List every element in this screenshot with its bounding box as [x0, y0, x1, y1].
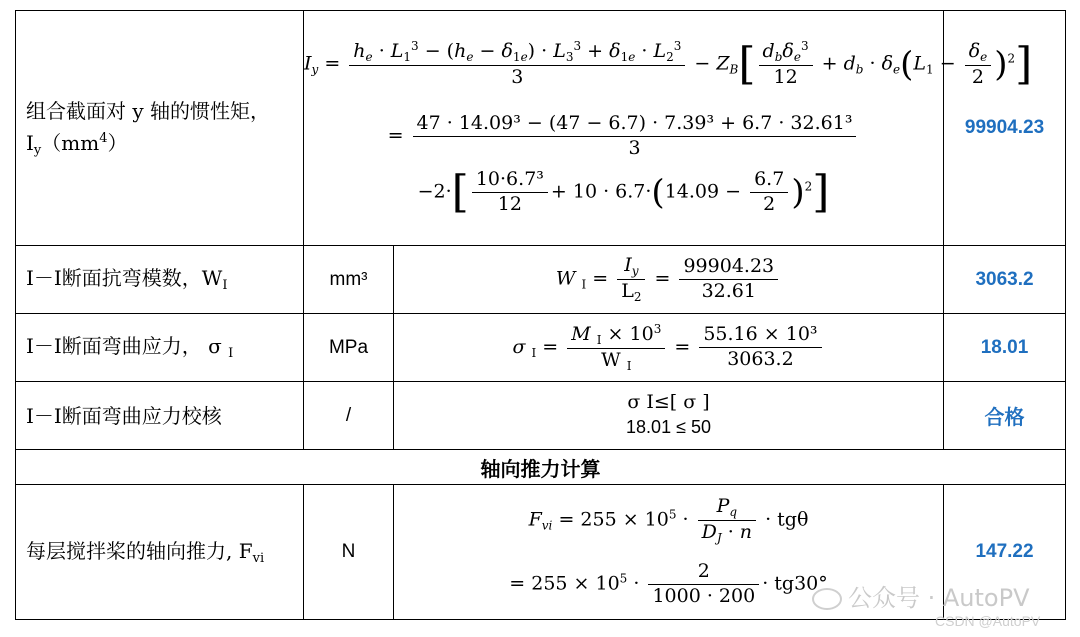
- fvi-numeric-tail: · tg30°: [762, 572, 828, 595]
- result-iy: 99904.23: [944, 11, 1066, 246]
- iy-symbolic: $I_y$ = $\frac{h_e \cdot L_1^3 - (h_e - \delta_{1e}) \cdot L_3^3 + \delta_{1e} \cdot L_2^3}{3}$ − $Z_B$[ $\frac{d_b\delta_e^3}{12}$ + $d_b \cdot \delta_e(L_1$ − $\frac{\delta_e}{2}$ )$^2$]: [304, 38, 1033, 90]
- iy-b-inner: 14.09 −: [664, 180, 742, 203]
- unit-sigma: MPa: [304, 314, 394, 382]
- label-subscript: y: [33, 142, 42, 158]
- row-label-check: Ⅰ－Ⅰ断面弯曲应力校核: [16, 382, 304, 450]
- sigma-numerator: 55.16 × 10³: [699, 323, 821, 348]
- check-line-1: σ Ⅰ≤[ σ ]: [627, 391, 710, 413]
- label-superscript: 4: [99, 130, 108, 146]
- iy-b-in-den: 2: [763, 193, 776, 216]
- label-unit-text: （mm: [41, 130, 100, 155]
- row-label-w: [16, 246, 304, 314]
- label-subscript: Ⅰ: [222, 278, 228, 294]
- calculation-table: [15, 10, 1066, 620]
- label-text: Ⅰ－Ⅰ断面抗弯模数，W: [26, 266, 223, 291]
- fvi-numeric: = $255 \times 10^5$ · $\frac{2}{1000 \cdot 200}$ · tg30°: [509, 560, 828, 607]
- w-numerator: 99904.23: [679, 255, 778, 280]
- iy-numerator: 47 · 14.09³ − (47 − 6.7) · 7.39³ + 6.7 · 32.61³: [413, 112, 857, 137]
- row-label-iy: [16, 11, 304, 246]
- iy-numeric: = $\frac{\text{47 · 14.09³ − (47 − 6.7) · 7.39³ + 6.7 · 32.61³}}{3}$: [304, 112, 943, 161]
- unit-w: mm³: [304, 246, 394, 314]
- iy-numeric-2: −2·[ $\frac{\text{10·6.7³}}{12}$ + 10 · 6.7·(14.09 − $\frac{6.7}{2}$ )$^2$]: [417, 166, 830, 218]
- watermark-csdn: CSDN @AutoPV: [935, 613, 1041, 629]
- fvi-symbolic: $F_{vi} = 255 \times 10^5$ · $\frac{P_q}{D_J \cdot n}$ · tgθ: [528, 495, 809, 546]
- unit-check: /: [304, 382, 394, 450]
- label-close: ）: [107, 130, 128, 155]
- iy-b-numerator: 10·6.7³: [472, 168, 548, 193]
- result-sigma: 18.01: [944, 314, 1066, 382]
- unit-fvi: N: [304, 485, 394, 620]
- watermark: [812, 578, 1030, 613]
- row-label-fvi: [16, 485, 304, 620]
- watermark-text: 公众号 · AutoPV: [848, 584, 1030, 612]
- label-subscript: vi: [252, 550, 265, 566]
- w-denominator: 32.61: [701, 280, 756, 302]
- table-row: [16, 382, 1066, 450]
- label-text: Ⅰ－Ⅰ断面弯曲应力， σ: [26, 334, 222, 359]
- iy-b-in-num: 6.7: [750, 168, 788, 193]
- fvi-numeric-pre: = 255 × 10: [509, 572, 620, 595]
- formula-sigma: σ $_Ⅰ$ = $\frac{M _Ⅰ \times 10^3}{W _Ⅰ}$ = $\frac{\text{55.16 × 10³}}{3063.2}$: [394, 314, 944, 382]
- fvi-denominator: 1000 · 200: [652, 585, 756, 607]
- table-row: [16, 314, 1066, 382]
- label-text: 每层搅拌桨的轴向推力, F: [26, 538, 253, 563]
- label-symbol: I: [26, 130, 34, 155]
- sigma-denominator: 3063.2: [727, 348, 794, 370]
- section-title: 轴向推力计算: [16, 450, 1066, 485]
- check-line-2: 18.01 ≤ 50: [626, 417, 711, 437]
- table-row: [16, 450, 1066, 485]
- fvi-numerator: 2: [648, 560, 759, 585]
- table-row: [16, 246, 1066, 314]
- iy-b-denominator: 12: [497, 193, 522, 216]
- row-label-sigma: [16, 314, 304, 382]
- result-w: 3063.2: [944, 246, 1066, 314]
- iy-b-mid: + 10 · 6.7·: [550, 180, 652, 203]
- table-row: [16, 11, 1066, 246]
- formula-check: [394, 382, 944, 450]
- iy-denominator: 3: [628, 136, 641, 159]
- formula-w: W $_Ⅰ$ = $\frac{I_y}{L_2}$ = $\frac{99904.23}{32.61}$: [394, 246, 944, 314]
- result-fvi: 147.22: [944, 485, 1066, 620]
- result-check: 合格: [944, 382, 1066, 450]
- wechat-icon: [812, 588, 842, 610]
- label-text: 组合截面对 y 轴的惯性矩，: [26, 98, 271, 123]
- label-subscript: Ⅰ: [228, 346, 234, 362]
